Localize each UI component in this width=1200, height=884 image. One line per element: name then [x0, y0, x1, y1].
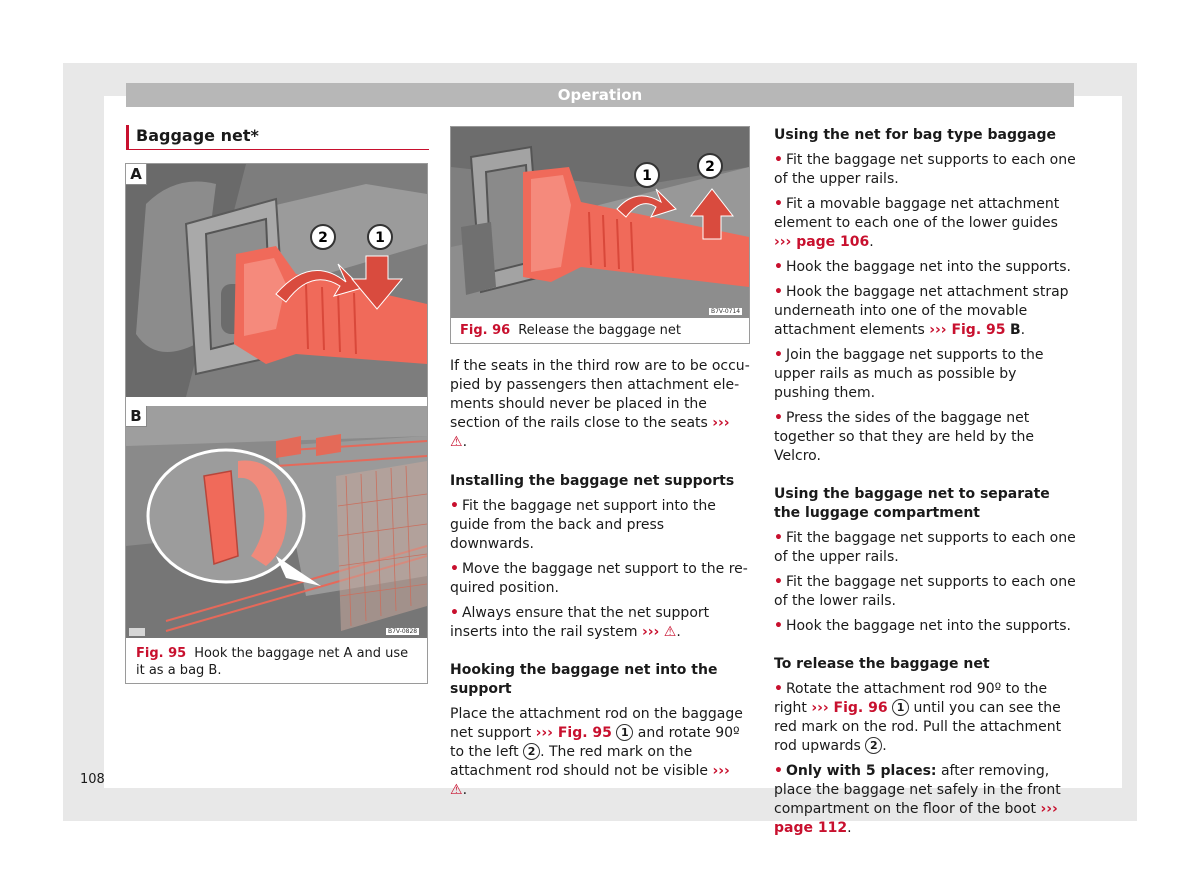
list-item: • Hook the baggage net into the supports.	[774, 259, 1071, 275]
figure-95-caption	[136, 645, 421, 679]
svg-text:2: 2	[318, 230, 328, 246]
list-item: • Hook the baggage net attachment strap underneath into one of the movable attachment elements ››› Fig. 95 B.	[774, 284, 1069, 338]
list-item: • Always ensure that the net support inserts into the rail system ››› ⚠.	[450, 605, 710, 640]
figure-95-panel-b-illustration	[126, 406, 427, 638]
list-item: • Press the sides of the baggage net together so that they are held by the Velcro.	[774, 410, 1035, 464]
warning-icon: ⚠	[663, 624, 677, 640]
fig-95-link[interactable]: ››› Fig. 95	[535, 725, 612, 741]
chapter-header: Operation	[126, 83, 1074, 107]
figure-95-panel-a-illustration	[126, 164, 427, 397]
marker-2-icon	[698, 154, 722, 178]
hook-heading: Hooking the baggage net into the support	[450, 662, 718, 697]
right-column	[774, 126, 1076, 844]
figure-95	[125, 163, 428, 684]
warning-icon: ⚠	[450, 782, 463, 798]
svg-text:1: 1	[642, 168, 652, 184]
intro-paragraph: If the seats in the third row are to be occupied by passengers then attachment elements should never be placed in the section of the rails close to the seats ››› ⚠.	[450, 358, 750, 450]
fig-96-link[interactable]: ››› Fig. 96	[811, 700, 888, 716]
figure-95-caption-text: Hook the baggage net A and use it as a bag B.	[136, 646, 409, 678]
release-heading: To release the baggage net	[774, 656, 990, 672]
list-item: • Join the baggage net supports to the upper rails as much as possible by pushing them.	[774, 347, 1044, 401]
figure-96	[450, 126, 750, 344]
svg-text:2: 2	[705, 159, 715, 175]
page-112-link[interactable]: ››› page 112	[774, 801, 1058, 836]
list-item: • Hook the baggage net into the supports.	[774, 618, 1071, 634]
list-item: • Fit the baggage net supports to each one of the upper rails.	[774, 152, 1076, 187]
marker-1-icon: 1	[892, 699, 909, 716]
list-item: • Fit the baggage net supports to each one of the lower rails.	[774, 574, 1076, 609]
middle-column	[450, 357, 750, 806]
figure-96-caption	[460, 322, 745, 339]
section-title	[126, 125, 429, 150]
page-number: 108	[80, 772, 105, 787]
marker-2-icon	[311, 225, 335, 249]
marker-2-icon: 2	[523, 743, 540, 760]
figure-96-number: Fig. 96	[460, 323, 511, 338]
svg-text:1: 1	[375, 230, 385, 246]
ref-arrow-icon: ›››	[712, 763, 730, 779]
panel-a-label: A	[126, 164, 147, 185]
list-item: • Rotate the attachment rod 90º to the right ››› Fig. 96 1 until you can see the red mark on the rod. Pull the attachment rod upwards 2 .	[774, 681, 1062, 754]
figure-96-illustration	[451, 127, 749, 318]
list-item: • Fit the baggage net support into the guide from the back and press downwards.	[450, 498, 716, 552]
list-item: • Move the baggage net support to the required position.	[450, 561, 748, 596]
install-heading: Installing the baggage net supports	[450, 473, 735, 489]
marker-1-icon: 1	[616, 724, 633, 741]
bag-heading: Using the net for bag type baggage	[774, 127, 1056, 143]
marker-1-icon	[368, 225, 392, 249]
figure-96-code: B7V-0714	[711, 308, 741, 315]
ref-arrow-icon: ›››	[712, 415, 730, 431]
figure-95-code: B7V-0828	[388, 628, 418, 635]
list-item: • Fit the baggage net supports to each one of the upper rails.	[774, 530, 1076, 565]
ref-arrow-icon: ›››	[641, 624, 660, 640]
list-item: • Only with 5 places: after removing, place the baggage net safely in the front compartment on the floor of the boot ››› page 112.	[774, 763, 1061, 836]
separate-heading: Using the baggage net to separate the luggage compartment	[774, 486, 1050, 521]
warning-icon: ⚠	[450, 434, 463, 450]
marker-1-icon	[635, 163, 659, 187]
panel-b-label: B	[126, 406, 147, 427]
hook-paragraph: Place the attachment rod on the baggage net support ››› Fig. 95 1 and rotate 90º to the left 2 . The red mark on the attachment rod should not be visible ››› ⚠.	[450, 706, 743, 798]
fig-95-link[interactable]: ››› Fig. 95	[929, 322, 1006, 338]
list-item: • Fit a movable baggage net attachment element to each one of the lower guides ››› page 106.	[774, 196, 1060, 250]
figure-95-number: Fig. 95	[136, 646, 187, 661]
section-title-text: Baggage net*	[136, 126, 259, 145]
marker-2-icon: 2	[865, 737, 882, 754]
figure-96-caption-text: Release the baggage net	[518, 323, 682, 338]
page-106-link[interactable]: ››› page 106	[774, 234, 870, 250]
